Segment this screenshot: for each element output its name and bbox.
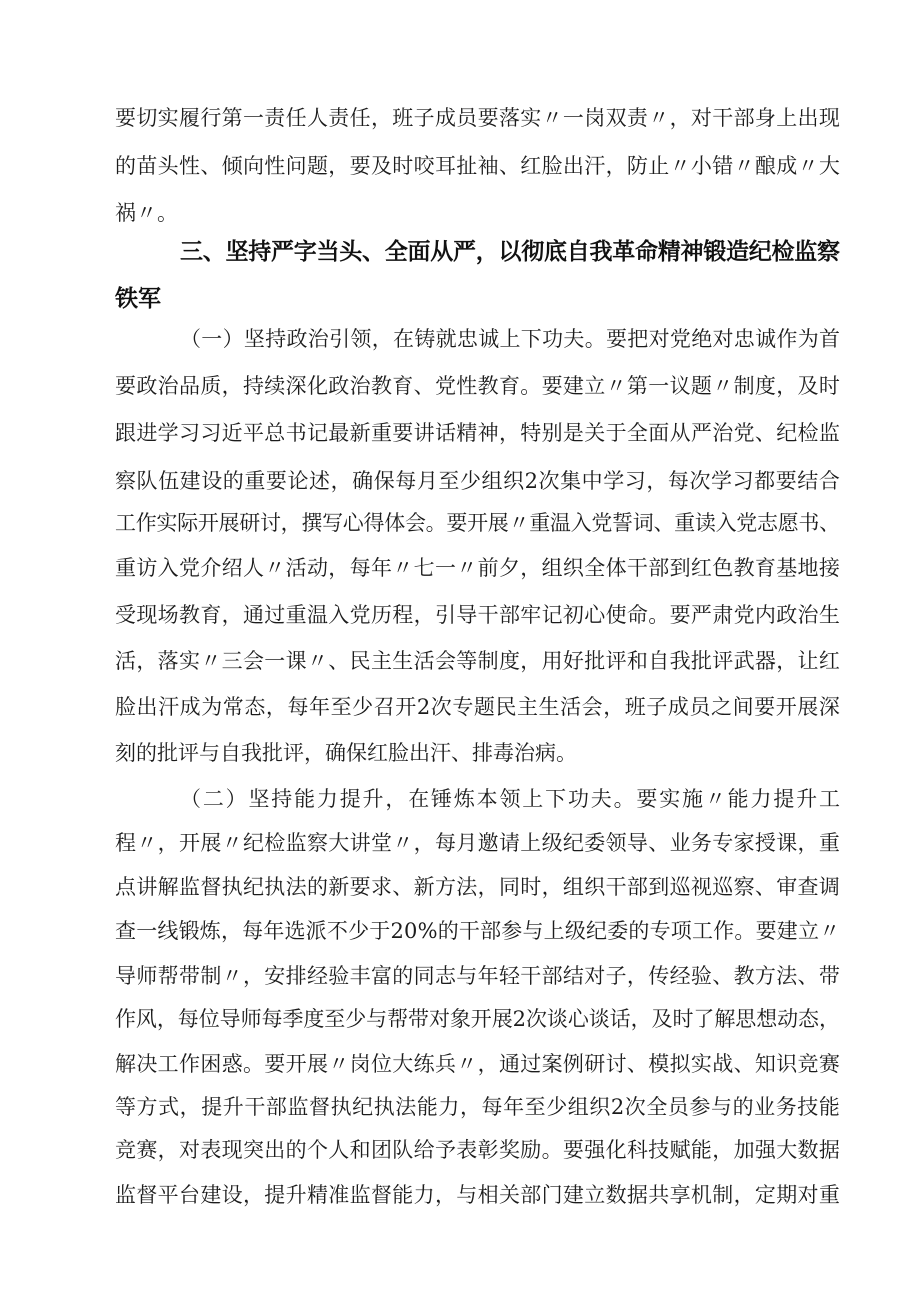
paragraph-1-line: （一）坚持政治引领，在铸就忠诚上下功夫。要把对党绝对忠诚作为首 xyxy=(180,327,841,351)
paragraph-2-line: 等方式，提升干部监督执纪执法能力，每年至少组织2次全员参与的业务技能 xyxy=(115,1095,841,1119)
continuation-line: 祸〃。 xyxy=(115,201,178,225)
paragraph-1-line: 重访入党介绍人〃活动，每年〃七一〃前夕，组织全体干部到红色教育基地接 xyxy=(115,556,841,580)
paragraph-2-line: 监督平台建设，提升精准监督能力，与相关部门建立数据共享机制，定期对重 xyxy=(115,1183,841,1207)
paragraph-1-line: 受现场教育，通过重温入党历程，引导干部牢记初心使命。要严肃党内政治生 xyxy=(115,603,841,627)
continuation-line: 要切实履行第一责任人责任，班子成员要落实〃一岗双责〃，对干部身上出现 xyxy=(115,106,841,130)
paragraph-1-line: 脸出汗成为常态，每年至少召开2次专题民主生活会，班子成员之间要开展深 xyxy=(115,695,841,719)
paragraph-1-line: 活，落实〃三会一课〃、民主生活会等制度，用好批评和自我批评武器，让红 xyxy=(115,649,841,673)
paragraph-2-line: 作风，每位导师每季度至少与帮带对象开展2次谈心谈话，及时了解思想动态， xyxy=(115,1007,840,1031)
paragraph-1-line: 跟进学习习近平总书记最新重要讲话精神，特别是关于全面从严治党、纪检监 xyxy=(115,421,841,445)
paragraph-2-line: 竞赛，对表现突出的个人和团队给予表彰奖励。要强化科技赋能，加强大数据 xyxy=(115,1138,841,1162)
paragraph-2-line: 程〃，开展〃纪检监察大讲堂〃，每月邀请上级纪委领导、业务专家授课，重 xyxy=(115,831,841,855)
paragraph-2-line: 查一线锻炼，每年选派不少于20%的干部参与上级纪委的专项工作。要建立〃 xyxy=(115,919,841,943)
continuation-line: 的苗头性、倾向性问题，要及时咬耳扯袖、红脸出汗，防止〃小错〃酿成〃大 xyxy=(115,154,841,178)
section-heading: 三、坚持严字当头、全面从严，以彻底自我革命精神锻造纪检监察 xyxy=(180,239,840,265)
section-heading: 铁军 xyxy=(115,286,161,312)
paragraph-1-line: 工作实际开展研讨，撰写心得体会。要开展〃重温入党誓词、重读入党志愿书、 xyxy=(115,511,840,535)
paragraph-1-line: 要政治品质，持续深化政治教育、党性教育。要建立〃第一议题〃制度，及时 xyxy=(115,374,841,398)
paragraph-1-line: 察队伍建设的重要论述，确保每月至少组织2次集中学习，每次学习都要结合 xyxy=(115,469,841,493)
paragraph-2-line: 点讲解监督执纪执法的新要求、新方法，同时，组织干部到巡视巡察、审查调 xyxy=(115,875,841,899)
paragraph-2-line: 导师帮带制〃，安排经验丰富的同志与年轻干部结对子，传经验、教方法、带 xyxy=(115,964,841,988)
paragraph-2-line: （二）坚持能力提升，在锤炼本领上下功夫。要实施〃能力提升工 xyxy=(180,787,842,811)
paragraph-2-line: 解决工作困惑。要开展〃岗位大练兵〃，通过案例研讨、模拟实战、知识竞赛 xyxy=(115,1052,841,1076)
paragraph-1-line: 刻的批评与自我批评，确保红脸出汗、排毒治病。 xyxy=(115,741,577,765)
